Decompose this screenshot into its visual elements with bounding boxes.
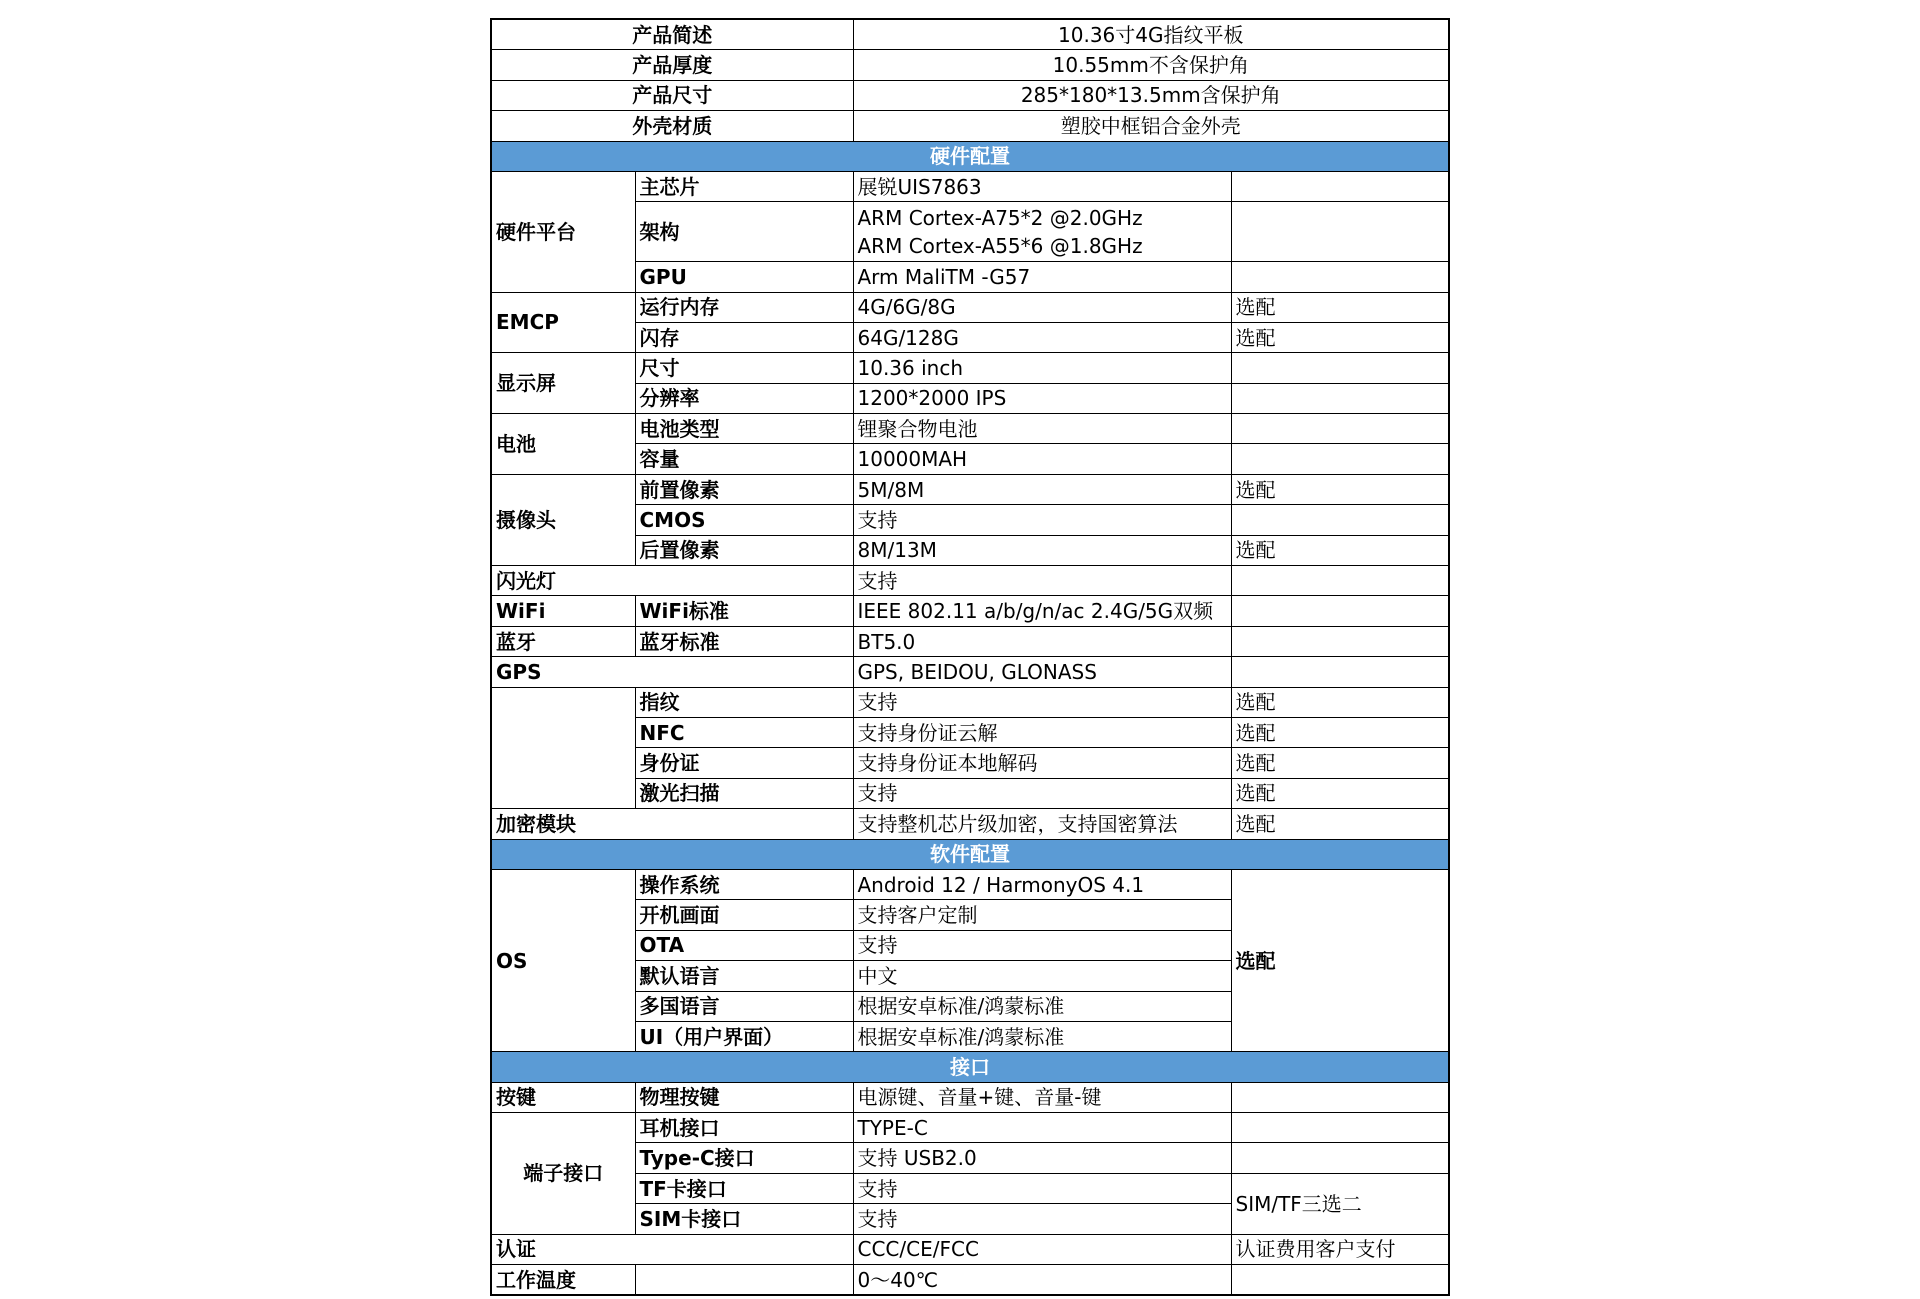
group-label: 摄像头 <box>491 474 635 565</box>
item-note: 选配 <box>1231 292 1449 322</box>
item-note <box>1231 383 1449 413</box>
group-label: OS <box>491 869 635 1051</box>
item-note <box>1231 505 1449 535</box>
section-header-hardware <box>491 141 1449 171</box>
item-value: 根据安卓标准/鸿蒙标准 <box>853 991 1231 1021</box>
overview-row <box>491 111 1449 141</box>
item-label: WiFi标准 <box>635 596 853 626</box>
overview-value: 塑胶中框铝合金外壳 <box>853 111 1449 141</box>
group-label: 工作温度 <box>491 1265 635 1296</box>
group-label: 加密模块 <box>491 809 853 839</box>
item-note <box>1231 1113 1449 1143</box>
table-row <box>491 505 1449 535</box>
overview-value: 285*180*13.5mm含保护角 <box>853 80 1449 110</box>
item-label: OTA <box>635 930 853 960</box>
item-value: 4G/6G/8G <box>853 292 1231 322</box>
item-value: 支持身份证本地解码 <box>853 748 1231 778</box>
item-value: CCC/CE/FCC <box>853 1234 1231 1264</box>
table-row <box>491 414 1449 444</box>
item-label: SIM卡接口 <box>635 1204 853 1234</box>
item-value: Arm MaliTM -G57 <box>853 262 1231 292</box>
item-note: 选配 <box>1231 809 1449 839</box>
table-row <box>491 535 1449 565</box>
item-note <box>1231 414 1449 444</box>
item-value: 支持身份证云解 <box>853 718 1231 748</box>
item-label: 蓝牙标准 <box>635 626 853 656</box>
table-row <box>491 596 1449 626</box>
item-note: 选配 <box>1231 535 1449 565</box>
item-label: 尺寸 <box>635 353 853 383</box>
table-row <box>491 809 1449 839</box>
item-value: 中文 <box>853 961 1231 991</box>
item-value: 10.36 inch <box>853 353 1231 383</box>
item-label: 默认语言 <box>635 961 853 991</box>
item-label: Type-C接口 <box>635 1143 853 1173</box>
item-value: 64G/128G <box>853 322 1231 352</box>
item-value: TYPE-C <box>853 1113 1231 1143</box>
group-label: EMCP <box>491 292 635 353</box>
group-label: 蓝牙 <box>491 626 635 656</box>
table-row <box>491 748 1449 778</box>
group-label: 闪光灯 <box>491 566 853 596</box>
table-row <box>491 353 1449 383</box>
item-label: 耳机接口 <box>635 1113 853 1143</box>
item-label: 架构 <box>635 202 853 262</box>
group-label <box>491 687 635 809</box>
table-row <box>491 322 1449 352</box>
item-note <box>1231 1082 1449 1112</box>
table-row <box>491 1143 1449 1173</box>
item-value: 支持 <box>853 566 1231 596</box>
section-title: 硬件配置 <box>491 141 1449 171</box>
item-label: 多国语言 <box>635 991 853 1021</box>
item-value: 支持 USB2.0 <box>853 1143 1231 1173</box>
table-row <box>491 262 1449 292</box>
item-note <box>1231 596 1449 626</box>
item-label: TF卡接口 <box>635 1173 853 1203</box>
table-row <box>491 444 1449 474</box>
table-row <box>491 1173 1449 1203</box>
table-row <box>491 292 1449 322</box>
overview-row <box>491 19 1449 50</box>
table-row <box>491 202 1449 262</box>
item-note: 选配 <box>1231 322 1449 352</box>
group-label: 电池 <box>491 414 635 475</box>
item-value: 10000MAH <box>853 444 1231 474</box>
item-value: 5M/8M <box>853 474 1231 504</box>
item-value: 展锐UIS7863 <box>853 171 1231 201</box>
item-label: 开机画面 <box>635 900 853 930</box>
item-value: 支持 <box>853 778 1231 808</box>
spec-table <box>490 18 1450 1296</box>
overview-row <box>491 80 1449 110</box>
item-label: 运行内存 <box>635 292 853 322</box>
table-row <box>491 869 1449 899</box>
item-value: 支持 <box>853 505 1231 535</box>
item-note <box>1231 171 1449 201</box>
table-row <box>491 687 1449 717</box>
item-label: GPU <box>635 262 853 292</box>
item-note: 选配 <box>1231 687 1449 717</box>
table-row <box>491 1265 1449 1296</box>
item-value: 支持 <box>853 1204 1231 1234</box>
section-header-software <box>491 839 1449 869</box>
item-note: 选配 <box>1231 748 1449 778</box>
item-value: Android 12 / HarmonyOS 4.1 <box>853 869 1231 899</box>
item-value: 8M/13M <box>853 535 1231 565</box>
overview-value: 10.36寸4G指纹平板 <box>853 19 1449 50</box>
item-value: 支持整机芯片级加密，支持国密算法 <box>853 809 1231 839</box>
item-note: SIM/TF三选二 <box>1231 1173 1449 1234</box>
section-header-interface <box>491 1052 1449 1082</box>
section-title: 软件配置 <box>491 839 1449 869</box>
group-label: 按键 <box>491 1082 635 1112</box>
overview-label: 产品厚度 <box>491 50 853 80</box>
group-label: GPS <box>491 657 853 687</box>
table-row <box>491 657 1449 687</box>
item-value: 支持客户定制 <box>853 900 1231 930</box>
item-note: 选配 <box>1231 869 1449 1051</box>
item-note <box>1231 444 1449 474</box>
item-label: 分辨率 <box>635 383 853 413</box>
item-note <box>1231 1265 1449 1296</box>
table-row <box>491 1113 1449 1143</box>
item-value: BT5.0 <box>853 626 1231 656</box>
item-value: 支持 <box>853 687 1231 717</box>
item-label: 身份证 <box>635 748 853 778</box>
item-note <box>1231 202 1449 262</box>
item-value: 锂聚合物电池 <box>853 414 1231 444</box>
item-label: 后置像素 <box>635 535 853 565</box>
group-label: 显示屏 <box>491 353 635 414</box>
group-label: 认证 <box>491 1234 853 1264</box>
item-note: 选配 <box>1231 718 1449 748</box>
item-value <box>853 202 1231 262</box>
item-label: 容量 <box>635 444 853 474</box>
item-note <box>1231 353 1449 383</box>
group-label: 端子接口 <box>491 1113 635 1235</box>
item-value: 1200*2000 IPS <box>853 383 1231 413</box>
table-row <box>491 1082 1449 1112</box>
item-label: 主芯片 <box>635 171 853 201</box>
item-label: 指纹 <box>635 687 853 717</box>
group-label: 硬件平台 <box>491 171 635 292</box>
item-label: 物理按键 <box>635 1082 853 1112</box>
overview-value: 10.55mm不含保护角 <box>853 50 1449 80</box>
item-label: 电池类型 <box>635 414 853 444</box>
item-value: 支持 <box>853 1173 1231 1203</box>
item-value: 0～40℃ <box>853 1265 1231 1296</box>
table-row <box>491 383 1449 413</box>
item-value: 电源键、音量+键、音量-键 <box>853 1082 1231 1112</box>
item-value: 支持 <box>853 930 1231 960</box>
overview-label: 产品尺寸 <box>491 80 853 110</box>
item-label: 闪存 <box>635 322 853 352</box>
item-value: 根据安卓标准/鸿蒙标准 <box>853 1021 1231 1051</box>
item-label: CMOS <box>635 505 853 535</box>
item-label: 操作系统 <box>635 869 853 899</box>
item-note: 选配 <box>1231 778 1449 808</box>
overview-label: 产品简述 <box>491 19 853 50</box>
item-label: 前置像素 <box>635 474 853 504</box>
overview-row <box>491 50 1449 80</box>
item-note: 选配 <box>1231 474 1449 504</box>
item-note <box>1231 566 1449 596</box>
item-label: UI（用户界面） <box>635 1021 853 1051</box>
item-note <box>1231 626 1449 656</box>
table-row <box>491 778 1449 808</box>
table-row <box>491 474 1449 504</box>
item-label: NFC <box>635 718 853 748</box>
item-note <box>1231 1143 1449 1173</box>
overview-label: 外壳材质 <box>491 111 853 141</box>
item-note: 认证费用客户支付 <box>1231 1234 1449 1264</box>
table-row <box>491 171 1449 201</box>
table-row <box>491 626 1449 656</box>
group-label: WiFi <box>491 596 635 626</box>
section-title: 接口 <box>491 1052 1449 1082</box>
item-note <box>1231 262 1449 292</box>
arch-line: ARM Cortex-A75*2 @2.0GHz <box>857 205 1143 230</box>
arch-line: ARM Cortex-A55*6 @1.8GHz <box>857 233 1143 258</box>
item-value: IEEE 802.11 a/b/g/n/ac 2.4G/5G双频 <box>853 596 1231 626</box>
item-label <box>635 1265 853 1296</box>
table-row <box>491 566 1449 596</box>
table-row <box>491 1234 1449 1264</box>
table-row <box>491 718 1449 748</box>
item-label: 激光扫描 <box>635 778 853 808</box>
item-note <box>1231 657 1449 687</box>
item-value: GPS, BEIDOU, GLONASS <box>853 657 1231 687</box>
